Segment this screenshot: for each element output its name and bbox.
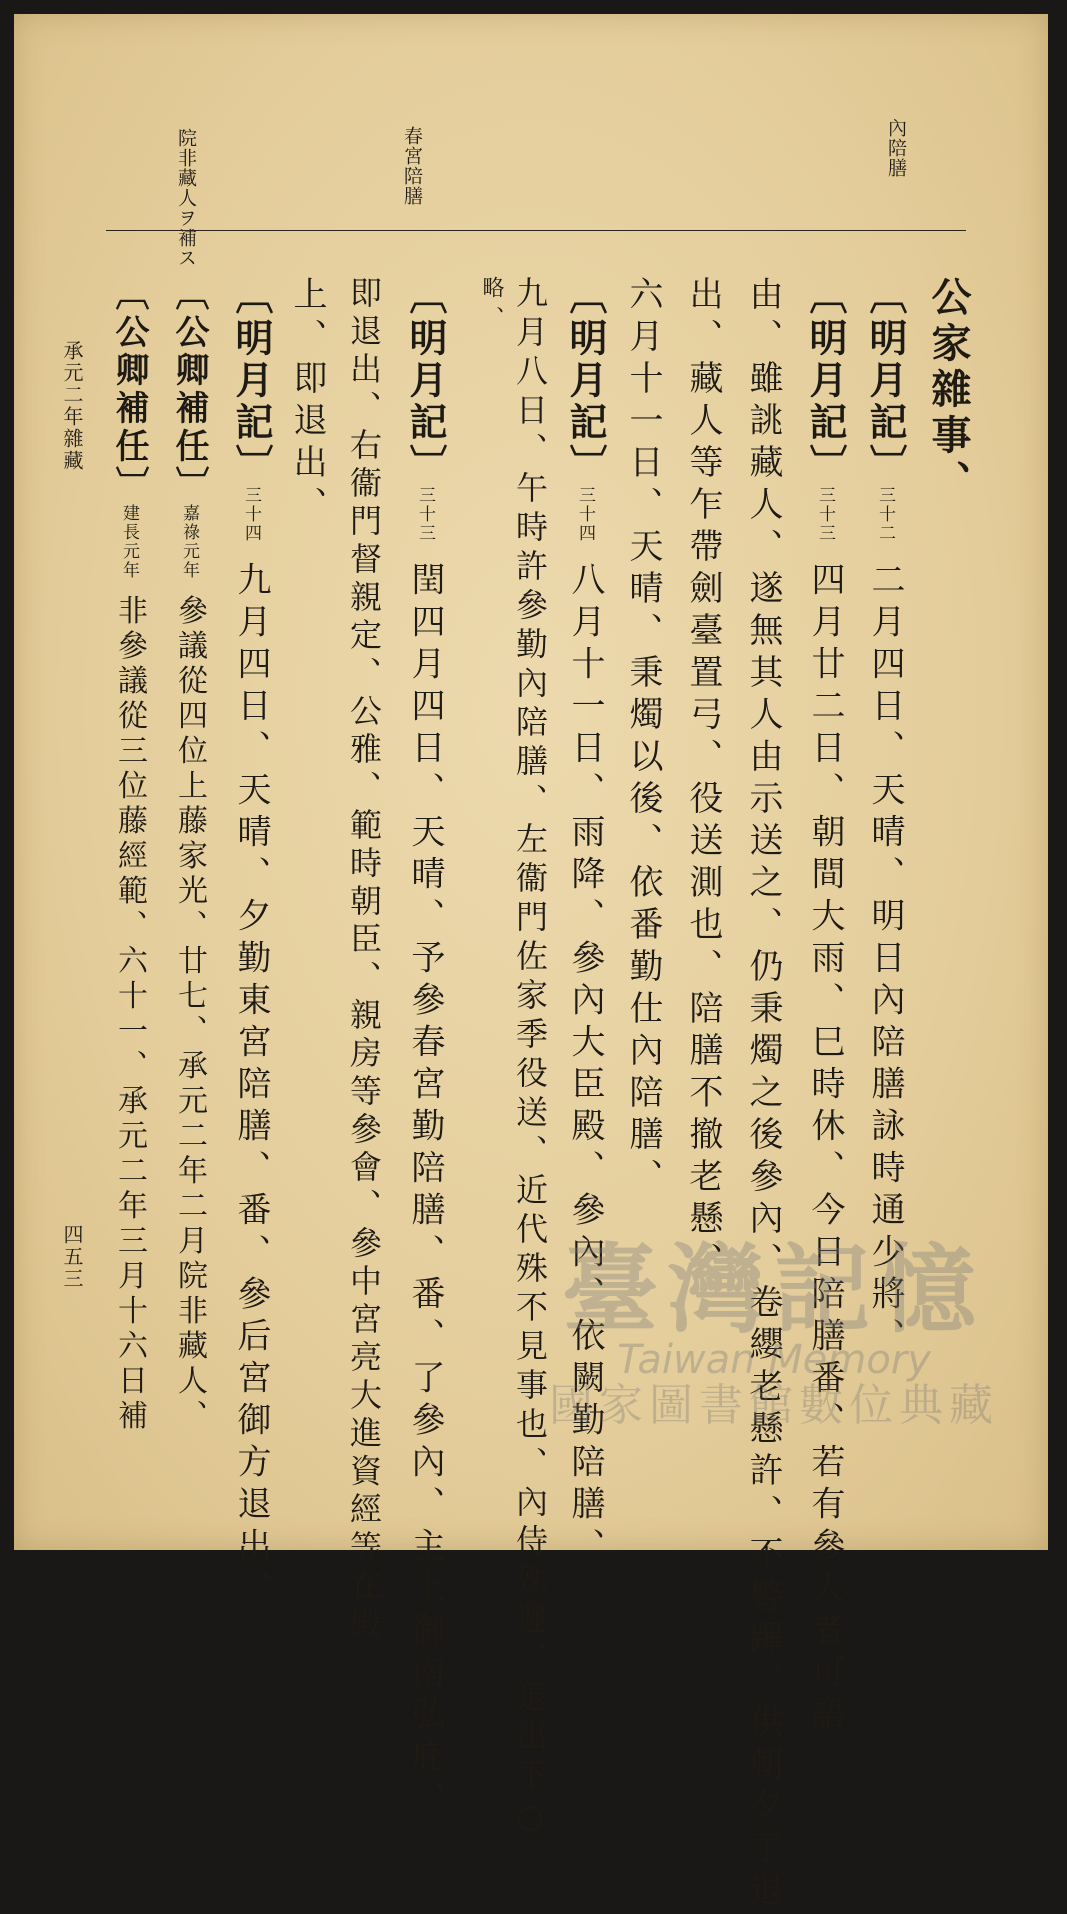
column-text: 二月四日、天晴、明日內陪膳詠時通少將、 <box>865 561 905 1360</box>
text-column-10 <box>403 276 448 1822</box>
column-text: 八月十一日、雨降、參內大臣殿、參內、依闕勤陪膳、 <box>565 561 605 1570</box>
watermark-logo-text: 臺灣記憶 <box>562 1234 986 1346</box>
text-column-4: 由、雖誂藏人、遂無其人由示送之、仍秉燭之後參內、卷纓老懸許、不警蹕、供朝夕了退 <box>743 276 783 1914</box>
text-column-15 <box>109 276 149 1435</box>
page-number: 四五三 <box>60 1224 84 1290</box>
citation: 〔公卿補任〕 <box>169 276 209 504</box>
citation: 〔明月記〕 <box>229 276 274 486</box>
citation: 〔公卿補任〕 <box>109 276 149 504</box>
text-column-5: 出、藏人等乍帶劍臺置弓、役送測也、陪膳不撤老懸、 <box>683 276 723 1284</box>
column-text: 閏四月四日、天晴、予參春宮勤陪膳、番、了參內、主上御南弘庇、 <box>405 561 445 1822</box>
citation: 〔明月記〕 <box>563 276 608 486</box>
watermark-subtitle: 國家圖書館數位典藏 <box>549 1380 999 1431</box>
watermark <box>514 1234 1034 1431</box>
column-text: 九月四日、天晴、夕勤東宮陪膳、番、參后宮御方退出、 <box>231 561 271 1612</box>
section-title: 公家雜事、 <box>925 276 972 506</box>
text-column-13 <box>229 276 274 1612</box>
text-column-8: 九月八日、午時許參勤內陪膳、左衞門佐家季役送、近代殊不見事也、內侍殊遲、退出下○ <box>511 276 549 1842</box>
text-column-6: 六月十一日、天晴、秉燭以後、依番勤仕內陪膳、 <box>623 276 663 1200</box>
column-text: 非參議從三位藤經範、六十一、承元二年三月十六日補 <box>112 594 147 1435</box>
volume-number: 三十二 <box>875 486 895 543</box>
text-column-3 <box>803 276 848 1738</box>
volume-number: 三十三 <box>415 486 435 543</box>
headnote-crown-prince-banquet: 春宮陪膳 <box>401 126 423 206</box>
volume-number: 三十四 <box>241 486 261 543</box>
text-column-2 <box>863 276 908 1360</box>
volume-number: 建長元年 <box>119 504 139 580</box>
text-column-9: 略、 <box>479 276 504 336</box>
volume-number: 三十四 <box>575 486 595 543</box>
volume-number: 三十三 <box>815 486 835 543</box>
watermark-english: Taiwan Memory <box>617 1337 931 1383</box>
citation: 〔明月記〕 <box>403 276 448 486</box>
column-text: 參議從四位上藤家光、廿七、承元二年二月院非藏人、 <box>172 594 207 1435</box>
headnote-inner-banquet: 內陪膳 <box>885 118 907 178</box>
text-column-14 <box>169 276 209 1435</box>
text-column-11: 即退出、右衞門督親定、公雅、範時朝臣、親房等參會、參中宮亮大進資經等在殿 <box>345 276 383 1644</box>
column-text: 四月廿二日、朝間大雨、巳時休、今日陪膳番、若有參人者可語 <box>805 561 845 1738</box>
citation: 〔明月記〕 <box>863 276 908 486</box>
document-page <box>14 14 1048 1914</box>
header-rule <box>106 230 966 231</box>
headnote-retired-emperor: 院非藏人ヲ補ス <box>175 128 197 268</box>
running-title: 承元二年雜藏 <box>60 340 84 472</box>
citation: 〔明月記〕 <box>803 276 848 486</box>
text-column-12: 上、即退出、 <box>287 276 327 528</box>
volume-number: 嘉祿元年 <box>179 504 199 580</box>
